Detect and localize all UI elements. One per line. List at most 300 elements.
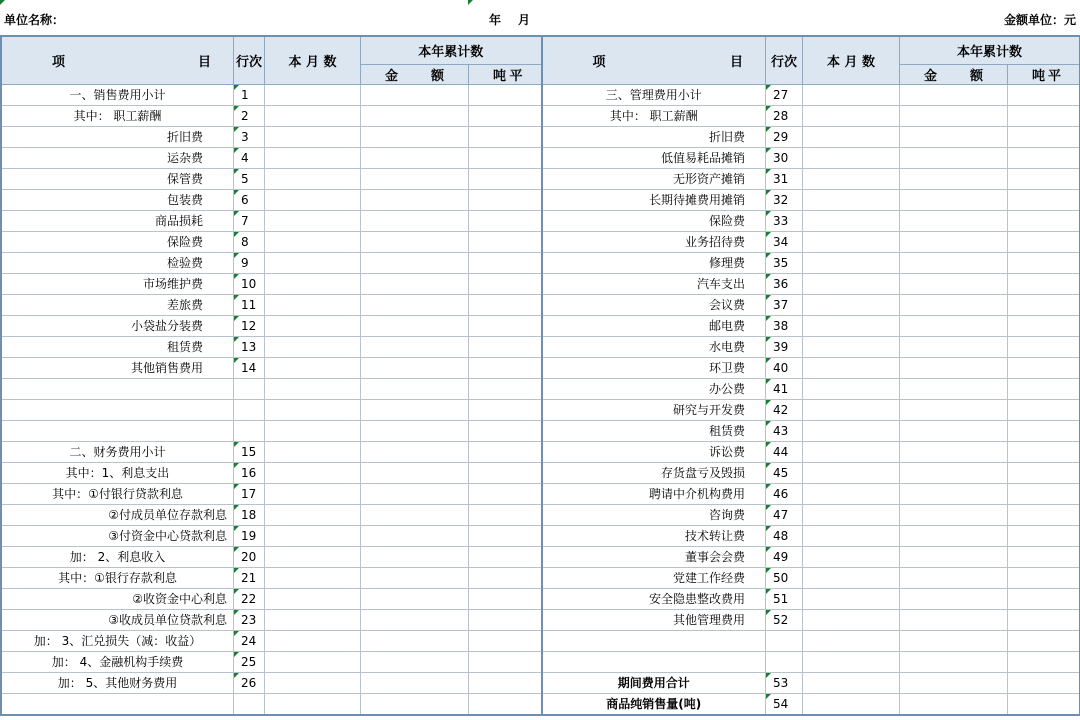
row-line-number[interactable]: 41	[766, 379, 803, 400]
row-item-label[interactable]: 修理费	[542, 253, 766, 274]
row-line-number[interactable]: 20	[234, 547, 265, 568]
ytd-tonnage-cell[interactable]	[1008, 589, 1080, 610]
ytd-tonnage-cell[interactable]	[469, 421, 542, 442]
row-line-number[interactable]: 54	[766, 694, 803, 715]
ytd-tonnage-cell[interactable]	[1008, 673, 1080, 694]
row-item-label[interactable]: 其中：①付银行贷款利息	[2, 484, 234, 505]
row-item-label[interactable]: 保险费	[2, 232, 234, 253]
ytd-tonnage-cell[interactable]	[1008, 652, 1080, 673]
ytd-amount-cell[interactable]	[900, 85, 1008, 106]
col-header-item[interactable]: 项 目	[542, 37, 766, 85]
row-item-label[interactable]: 董事会会费	[542, 547, 766, 568]
this-month-cell[interactable]	[803, 211, 900, 232]
ytd-tonnage-cell[interactable]	[469, 85, 542, 106]
this-month-cell[interactable]	[803, 253, 900, 274]
ytd-amount-cell[interactable]	[361, 652, 469, 673]
row-item-label[interactable]: 市场维护费	[2, 274, 234, 295]
ytd-amount-cell[interactable]	[900, 421, 1008, 442]
row-line-number[interactable]: 38	[766, 316, 803, 337]
ytd-amount-cell[interactable]	[900, 274, 1008, 295]
ytd-tonnage-cell[interactable]	[1008, 358, 1080, 379]
this-month-cell[interactable]	[803, 568, 900, 589]
row-line-number[interactable]: 19	[234, 526, 265, 547]
this-month-cell[interactable]	[265, 442, 361, 463]
this-month-cell[interactable]	[265, 568, 361, 589]
col-header-line-no[interactable]: 行次	[234, 37, 265, 85]
ytd-tonnage-cell[interactable]	[1008, 127, 1080, 148]
this-month-cell[interactable]	[265, 631, 361, 652]
row-item-label[interactable]: 存货盘亏及毁损	[542, 463, 766, 484]
ytd-amount-cell[interactable]	[900, 232, 1008, 253]
ytd-amount-cell[interactable]	[361, 442, 469, 463]
ytd-amount-cell[interactable]	[361, 232, 469, 253]
this-month-cell[interactable]	[265, 694, 361, 715]
ytd-amount-cell[interactable]	[361, 631, 469, 652]
this-month-cell[interactable]	[265, 337, 361, 358]
ytd-tonnage-cell[interactable]	[469, 337, 542, 358]
row-item-label[interactable]: 运杂费	[2, 148, 234, 169]
ytd-amount-cell[interactable]	[361, 484, 469, 505]
row-line-number[interactable]	[234, 400, 265, 421]
this-month-cell[interactable]	[265, 106, 361, 127]
row-item-label[interactable]: 诉讼费	[542, 442, 766, 463]
row-item-label[interactable]: 其中： 职工薪酬	[542, 106, 766, 127]
ytd-amount-cell[interactable]	[900, 169, 1008, 190]
ytd-amount-cell[interactable]	[361, 295, 469, 316]
row-item-label[interactable]: 其中：1、利息支出	[2, 463, 234, 484]
ytd-tonnage-cell[interactable]	[1008, 148, 1080, 169]
ytd-tonnage-cell[interactable]	[469, 568, 542, 589]
ytd-tonnage-cell[interactable]	[469, 211, 542, 232]
row-item-label[interactable]: 期间费用合计	[542, 673, 766, 694]
row-item-label[interactable]: ③收成员单位贷款利息	[2, 610, 234, 631]
ytd-amount-cell[interactable]	[361, 694, 469, 715]
row-line-number[interactable]: 14	[234, 358, 265, 379]
ytd-tonnage-cell[interactable]	[1008, 631, 1080, 652]
ytd-tonnage-cell[interactable]	[1008, 274, 1080, 295]
col-header-line-no[interactable]: 行次	[766, 37, 803, 85]
row-line-number[interactable]: 49	[766, 547, 803, 568]
this-month-cell[interactable]	[803, 148, 900, 169]
ytd-tonnage-cell[interactable]	[1008, 232, 1080, 253]
ytd-amount-cell[interactable]	[900, 106, 1008, 127]
ytd-amount-cell[interactable]	[900, 505, 1008, 526]
ytd-amount-cell[interactable]	[361, 106, 469, 127]
row-line-number[interactable]: 25	[234, 652, 265, 673]
this-month-cell[interactable]	[803, 589, 900, 610]
ytd-tonnage-cell[interactable]	[1008, 568, 1080, 589]
this-month-cell[interactable]	[803, 652, 900, 673]
ytd-tonnage-cell[interactable]	[469, 484, 542, 505]
row-item-label[interactable]: ②付成员单位存款利息	[2, 505, 234, 526]
ytd-amount-cell[interactable]	[361, 379, 469, 400]
ytd-tonnage-cell[interactable]	[1008, 463, 1080, 484]
this-month-cell[interactable]	[265, 589, 361, 610]
ytd-amount-cell[interactable]	[361, 190, 469, 211]
row-item-label[interactable]: 保管费	[2, 169, 234, 190]
row-line-number[interactable]: 10	[234, 274, 265, 295]
row-item-label[interactable]: 长期待摊费用摊销	[542, 190, 766, 211]
ytd-tonnage-cell[interactable]	[469, 127, 542, 148]
row-line-number[interactable]: 2	[234, 106, 265, 127]
ytd-tonnage-cell[interactable]	[469, 253, 542, 274]
ytd-amount-cell[interactable]	[361, 85, 469, 106]
this-month-cell[interactable]	[265, 85, 361, 106]
ytd-tonnage-cell[interactable]	[1008, 505, 1080, 526]
this-month-cell[interactable]	[265, 169, 361, 190]
ytd-tonnage-cell[interactable]	[1008, 547, 1080, 568]
this-month-cell[interactable]	[803, 631, 900, 652]
row-line-number[interactable]: 12	[234, 316, 265, 337]
ytd-tonnage-cell[interactable]	[469, 190, 542, 211]
row-item-label[interactable]: 环卫费	[542, 358, 766, 379]
row-line-number[interactable]: 31	[766, 169, 803, 190]
ytd-tonnage-cell[interactable]	[1008, 85, 1080, 106]
this-month-cell[interactable]	[803, 484, 900, 505]
row-line-number[interactable]: 53	[766, 673, 803, 694]
row-item-label[interactable]: 水电费	[542, 337, 766, 358]
row-item-label[interactable]: 其中： 职工薪酬	[2, 106, 234, 127]
row-item-label[interactable]: 业务招待费	[542, 232, 766, 253]
col-header-amount[interactable]: 金 额	[900, 65, 1008, 85]
ytd-tonnage-cell[interactable]	[1008, 211, 1080, 232]
this-month-cell[interactable]	[265, 484, 361, 505]
row-line-number[interactable]: 7	[234, 211, 265, 232]
ytd-tonnage-cell[interactable]	[469, 631, 542, 652]
row-line-number[interactable]: 35	[766, 253, 803, 274]
ytd-amount-cell[interactable]	[900, 463, 1008, 484]
this-month-cell[interactable]	[265, 547, 361, 568]
ytd-tonnage-cell[interactable]	[1008, 253, 1080, 274]
this-month-cell[interactable]	[803, 421, 900, 442]
row-item-label[interactable]: 安全隐患整改费用	[542, 589, 766, 610]
this-month-cell[interactable]	[803, 463, 900, 484]
ytd-tonnage-cell[interactable]	[1008, 400, 1080, 421]
ytd-amount-cell[interactable]	[900, 253, 1008, 274]
row-item-label[interactable]: 其他销售费用	[2, 358, 234, 379]
this-month-cell[interactable]	[803, 232, 900, 253]
row-line-number[interactable]: 46	[766, 484, 803, 505]
row-line-number[interactable]: 45	[766, 463, 803, 484]
row-line-number[interactable]: 39	[766, 337, 803, 358]
ytd-tonnage-cell[interactable]	[469, 673, 542, 694]
row-line-number[interactable]: 36	[766, 274, 803, 295]
ytd-amount-cell[interactable]	[361, 610, 469, 631]
row-line-number[interactable]: 44	[766, 442, 803, 463]
ytd-amount-cell[interactable]	[900, 610, 1008, 631]
row-item-label[interactable]: 汽车支出	[542, 274, 766, 295]
ytd-amount-cell[interactable]	[900, 337, 1008, 358]
row-line-number[interactable]: 42	[766, 400, 803, 421]
this-month-cell[interactable]	[265, 274, 361, 295]
ytd-tonnage-cell[interactable]	[469, 526, 542, 547]
ytd-tonnage-cell[interactable]	[1008, 694, 1080, 715]
this-month-cell[interactable]	[265, 316, 361, 337]
ytd-tonnage-cell[interactable]	[1008, 190, 1080, 211]
row-line-number[interactable]: 11	[234, 295, 265, 316]
row-line-number[interactable]: 23	[234, 610, 265, 631]
row-line-number[interactable]: 15	[234, 442, 265, 463]
row-line-number[interactable]: 1	[234, 85, 265, 106]
row-line-number[interactable]: 26	[234, 673, 265, 694]
row-item-label[interactable]	[542, 631, 766, 652]
ytd-tonnage-cell[interactable]	[1008, 484, 1080, 505]
ytd-amount-cell[interactable]	[361, 358, 469, 379]
row-line-number[interactable]: 43	[766, 421, 803, 442]
this-month-cell[interactable]	[265, 463, 361, 484]
this-month-cell[interactable]	[803, 610, 900, 631]
ytd-amount-cell[interactable]	[361, 421, 469, 442]
row-line-number[interactable]: 27	[766, 85, 803, 106]
ytd-tonnage-cell[interactable]	[469, 169, 542, 190]
ytd-amount-cell[interactable]	[900, 694, 1008, 715]
row-line-number[interactable]	[234, 421, 265, 442]
this-month-cell[interactable]	[265, 295, 361, 316]
ytd-amount-cell[interactable]	[361, 253, 469, 274]
this-month-cell[interactable]	[265, 673, 361, 694]
this-month-cell[interactable]	[803, 526, 900, 547]
this-month-cell[interactable]	[803, 274, 900, 295]
ytd-tonnage-cell[interactable]	[469, 358, 542, 379]
ytd-amount-cell[interactable]	[900, 400, 1008, 421]
this-month-cell[interactable]	[803, 316, 900, 337]
ytd-amount-cell[interactable]	[361, 505, 469, 526]
this-month-cell[interactable]	[265, 379, 361, 400]
ytd-amount-cell[interactable]	[900, 568, 1008, 589]
this-month-cell[interactable]	[803, 673, 900, 694]
this-month-cell[interactable]	[265, 190, 361, 211]
row-line-number[interactable]	[766, 631, 803, 652]
this-month-cell[interactable]	[265, 253, 361, 274]
ytd-tonnage-cell[interactable]	[469, 505, 542, 526]
row-item-label[interactable]	[2, 421, 234, 442]
this-month-cell[interactable]	[803, 442, 900, 463]
row-item-label[interactable]: 聘请中介机构费用	[542, 484, 766, 505]
ytd-amount-cell[interactable]	[900, 673, 1008, 694]
row-line-number[interactable]: 13	[234, 337, 265, 358]
ytd-amount-cell[interactable]	[900, 211, 1008, 232]
this-month-cell[interactable]	[265, 232, 361, 253]
ytd-amount-cell[interactable]	[361, 673, 469, 694]
this-month-cell[interactable]	[803, 127, 900, 148]
row-line-number[interactable]: 21	[234, 568, 265, 589]
ytd-tonnage-cell[interactable]	[469, 274, 542, 295]
this-month-cell[interactable]	[265, 400, 361, 421]
row-line-number[interactable]	[766, 652, 803, 673]
row-item-label[interactable]: ②收资金中心利息	[2, 589, 234, 610]
row-item-label[interactable]: 三、管理费用小计	[542, 85, 766, 106]
this-month-cell[interactable]	[265, 148, 361, 169]
row-item-label[interactable]: 技术转让费	[542, 526, 766, 547]
this-month-cell[interactable]	[803, 337, 900, 358]
row-line-number[interactable]: 52	[766, 610, 803, 631]
row-item-label[interactable]: 小袋盐分装费	[2, 316, 234, 337]
row-line-number[interactable]: 34	[766, 232, 803, 253]
row-line-number[interactable]: 33	[766, 211, 803, 232]
ytd-tonnage-cell[interactable]	[1008, 295, 1080, 316]
this-month-cell[interactable]	[265, 421, 361, 442]
row-item-label[interactable]: 咨询费	[542, 505, 766, 526]
row-line-number[interactable]: 4	[234, 148, 265, 169]
ytd-amount-cell[interactable]	[361, 526, 469, 547]
ytd-amount-cell[interactable]	[361, 127, 469, 148]
col-header-tonnage[interactable]: 吨 平	[1008, 65, 1080, 85]
row-line-number[interactable]: 22	[234, 589, 265, 610]
this-month-cell[interactable]	[803, 190, 900, 211]
row-line-number[interactable]: 24	[234, 631, 265, 652]
ytd-amount-cell[interactable]	[900, 295, 1008, 316]
ytd-tonnage-cell[interactable]	[1008, 610, 1080, 631]
this-month-cell[interactable]	[265, 526, 361, 547]
row-item-label[interactable]: 包装费	[2, 190, 234, 211]
ytd-amount-cell[interactable]	[361, 400, 469, 421]
ytd-tonnage-cell[interactable]	[1008, 379, 1080, 400]
ytd-amount-cell[interactable]	[900, 358, 1008, 379]
row-item-label[interactable]: 商品损耗	[2, 211, 234, 232]
ytd-tonnage-cell[interactable]	[1008, 526, 1080, 547]
this-month-cell[interactable]	[803, 358, 900, 379]
row-line-number[interactable]: 6	[234, 190, 265, 211]
row-item-label[interactable]: 加： 2、利息收入	[2, 547, 234, 568]
this-month-cell[interactable]	[265, 211, 361, 232]
this-month-cell[interactable]	[265, 652, 361, 673]
ytd-tonnage-cell[interactable]	[469, 106, 542, 127]
this-month-cell[interactable]	[803, 379, 900, 400]
ytd-tonnage-cell[interactable]	[1008, 442, 1080, 463]
this-month-cell[interactable]	[803, 400, 900, 421]
row-line-number[interactable]: 5	[234, 169, 265, 190]
row-line-number[interactable]: 28	[766, 106, 803, 127]
this-month-cell[interactable]	[265, 610, 361, 631]
ytd-tonnage-cell[interactable]	[469, 652, 542, 673]
row-line-number[interactable]: 9	[234, 253, 265, 274]
this-month-cell[interactable]	[265, 358, 361, 379]
row-line-number[interactable]: 40	[766, 358, 803, 379]
row-line-number[interactable]	[234, 694, 265, 715]
col-header-amount[interactable]: 金 额	[361, 65, 469, 85]
row-item-label[interactable]: 加： 4、金融机构手续费	[2, 652, 234, 673]
row-item-label[interactable]: 研究与开发费	[542, 400, 766, 421]
ytd-amount-cell[interactable]	[900, 316, 1008, 337]
this-month-cell[interactable]	[265, 505, 361, 526]
ytd-amount-cell[interactable]	[900, 442, 1008, 463]
row-line-number[interactable]: 29	[766, 127, 803, 148]
row-item-label[interactable]: 商品纯销售量(吨)	[542, 694, 766, 715]
ytd-tonnage-cell[interactable]	[469, 379, 542, 400]
ytd-tonnage-cell[interactable]	[469, 547, 542, 568]
row-line-number[interactable]: 50	[766, 568, 803, 589]
row-item-label[interactable]: ③付资金中心贷款利息	[2, 526, 234, 547]
row-item-label[interactable]: 折旧费	[542, 127, 766, 148]
this-month-cell[interactable]	[803, 169, 900, 190]
row-item-label[interactable]: 差旅费	[2, 295, 234, 316]
ytd-amount-cell[interactable]	[900, 547, 1008, 568]
row-line-number[interactable]: 32	[766, 190, 803, 211]
row-item-label[interactable]: 加： 5、其他财务费用	[2, 673, 234, 694]
ytd-tonnage-cell[interactable]	[1008, 316, 1080, 337]
col-header-ytd[interactable]: 本年累计数	[900, 37, 1080, 65]
ytd-amount-cell[interactable]	[361, 589, 469, 610]
ytd-amount-cell[interactable]	[361, 568, 469, 589]
row-line-number[interactable]: 17	[234, 484, 265, 505]
ytd-amount-cell[interactable]	[361, 547, 469, 568]
ytd-tonnage-cell[interactable]	[469, 232, 542, 253]
row-item-label[interactable]	[2, 694, 234, 715]
row-item-label[interactable]	[2, 379, 234, 400]
row-line-number[interactable]: 37	[766, 295, 803, 316]
ytd-amount-cell[interactable]	[361, 274, 469, 295]
ytd-amount-cell[interactable]	[361, 316, 469, 337]
col-header-tonnage[interactable]: 吨 平	[469, 65, 542, 85]
row-item-label[interactable]: 检验费	[2, 253, 234, 274]
this-month-cell[interactable]	[803, 547, 900, 568]
ytd-amount-cell[interactable]	[900, 526, 1008, 547]
ytd-tonnage-cell[interactable]	[469, 295, 542, 316]
row-item-label[interactable]: 其他管理费用	[542, 610, 766, 631]
col-header-ytd[interactable]: 本年累计数	[361, 37, 542, 65]
row-line-number[interactable]	[234, 379, 265, 400]
row-item-label[interactable]: 邮电费	[542, 316, 766, 337]
ytd-tonnage-cell[interactable]	[469, 694, 542, 715]
col-header-item[interactable]: 项 目	[2, 37, 234, 85]
ytd-tonnage-cell[interactable]	[469, 463, 542, 484]
ytd-tonnage-cell[interactable]	[469, 610, 542, 631]
row-item-label[interactable]: 其中：①银行存款利息	[2, 568, 234, 589]
this-month-cell[interactable]	[803, 295, 900, 316]
ytd-amount-cell[interactable]	[361, 337, 469, 358]
ytd-tonnage-cell[interactable]	[1008, 421, 1080, 442]
this-month-cell[interactable]	[803, 505, 900, 526]
row-line-number[interactable]: 8	[234, 232, 265, 253]
col-header-this-month[interactable]: 本 月 数	[265, 37, 361, 85]
row-item-label[interactable]: 折旧费	[2, 127, 234, 148]
ytd-amount-cell[interactable]	[361, 148, 469, 169]
row-item-label[interactable]	[2, 400, 234, 421]
row-item-label[interactable]: 租赁费	[542, 421, 766, 442]
ytd-tonnage-cell[interactable]	[469, 316, 542, 337]
ytd-amount-cell[interactable]	[900, 652, 1008, 673]
row-item-label[interactable]: 低值易耗品摊销	[542, 148, 766, 169]
ytd-amount-cell[interactable]	[900, 589, 1008, 610]
ytd-tonnage-cell[interactable]	[469, 148, 542, 169]
row-item-label[interactable]: 无形资产摊销	[542, 169, 766, 190]
this-month-cell[interactable]	[803, 106, 900, 127]
ytd-amount-cell[interactable]	[900, 148, 1008, 169]
ytd-tonnage-cell[interactable]	[1008, 106, 1080, 127]
row-item-label[interactable]: 党建工作经费	[542, 568, 766, 589]
this-month-cell[interactable]	[803, 85, 900, 106]
row-line-number[interactable]: 3	[234, 127, 265, 148]
ytd-amount-cell[interactable]	[900, 190, 1008, 211]
row-item-label[interactable]: 办公费	[542, 379, 766, 400]
row-item-label[interactable]: 会议费	[542, 295, 766, 316]
this-month-cell[interactable]	[803, 694, 900, 715]
row-item-label[interactable]	[542, 652, 766, 673]
ytd-tonnage-cell[interactable]	[469, 442, 542, 463]
ytd-amount-cell[interactable]	[361, 169, 469, 190]
ytd-amount-cell[interactable]	[900, 631, 1008, 652]
row-line-number[interactable]: 47	[766, 505, 803, 526]
this-month-cell[interactable]	[265, 127, 361, 148]
row-item-label[interactable]: 租赁费	[2, 337, 234, 358]
row-line-number[interactable]: 48	[766, 526, 803, 547]
ytd-tonnage-cell[interactable]	[1008, 169, 1080, 190]
row-item-label[interactable]: 一、销售费用小计	[2, 85, 234, 106]
col-header-this-month[interactable]: 本 月 数	[803, 37, 900, 85]
row-line-number[interactable]: 30	[766, 148, 803, 169]
ytd-amount-cell[interactable]	[361, 463, 469, 484]
ytd-tonnage-cell[interactable]	[1008, 337, 1080, 358]
